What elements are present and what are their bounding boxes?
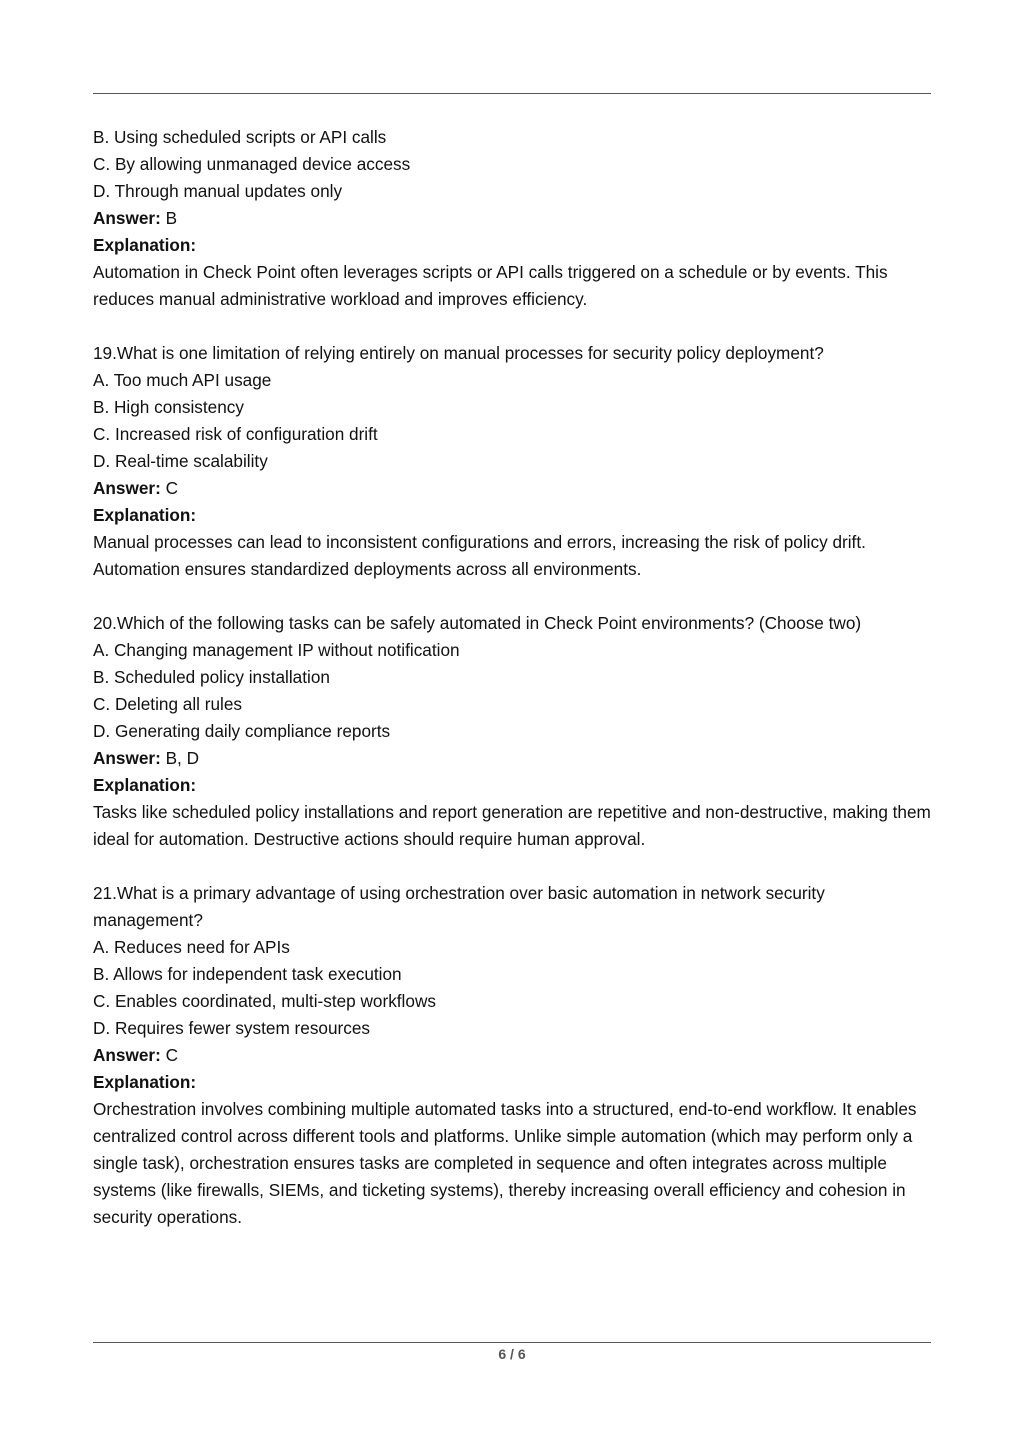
- option-b: B. Scheduled policy installation: [93, 667, 330, 687]
- question-19: [93, 340, 933, 583]
- document-body: [93, 124, 933, 1258]
- answer-value: C: [160, 478, 178, 498]
- explanation-label: Explanation:: [93, 235, 197, 255]
- answer-label: Answer:: [93, 1045, 161, 1065]
- question-20: [93, 610, 933, 853]
- answer-line: [93, 1042, 933, 1069]
- option-c: C. Deleting all rules: [93, 694, 243, 714]
- option-d: D. Through manual updates only: [93, 181, 343, 201]
- explanation-label: Explanation:: [93, 775, 197, 795]
- explanation-label: Explanation:: [93, 505, 197, 525]
- answer-value: C: [160, 1045, 178, 1065]
- header-rule: [93, 93, 931, 94]
- option-d: D. Real-time scalability: [93, 451, 268, 471]
- footer-rule: [93, 1342, 931, 1343]
- option-b: B. Using scheduled scripts or API calls: [93, 127, 387, 147]
- explanation-text: Automation in Check Point often leverages scripts or API calls triggered on a schedule or by events. This reduces manual administrative workload and improves efficiency.: [93, 262, 888, 309]
- answer-value: B: [160, 208, 178, 228]
- option-d: D. Requires fewer system resources: [93, 1018, 370, 1038]
- answer-line: [93, 745, 933, 772]
- option-a: A. Changing management IP without notification: [93, 640, 460, 660]
- option-a: A. Reduces need for APIs: [93, 937, 290, 957]
- explanation-text: Tasks like scheduled policy installations and report generation are repetitive and non-destructive, making them ideal for automation. Destructive actions should require human approval.: [93, 802, 931, 849]
- option-b: B. High consistency: [93, 397, 244, 417]
- explanation-label: Explanation:: [93, 1072, 197, 1092]
- answer-line: [93, 205, 933, 232]
- question-21: [93, 880, 933, 1231]
- question-text: 19.What is one limitation of relying entirely on manual processes for security policy deployment?: [93, 343, 824, 363]
- question-text: 20.Which of the following tasks can be safely automated in Check Point environments? (Choose two): [93, 613, 862, 633]
- explanation-text: Orchestration involves combining multiple automated tasks into a structured, end-to-end workflow. It enables centralized control across different tools and platforms. Unlike simple automation (which may perform only a single task), orchestration ensures tasks are completed in sequence and often integrates across multiple systems (like firewalls, SIEMs, and ticketing systems), thereby increasing overall efficiency and cohesion in security operations.: [93, 1099, 917, 1227]
- explanation-text: Manual processes can lead to inconsistent configurations and errors, increasing the risk of policy drift. Automation ensures standardized deployments across all environments.: [93, 532, 866, 579]
- answer-value: B, D: [160, 748, 200, 768]
- question-text: 21.What is a primary advantage of using orchestration over basic automation in network security management?: [93, 883, 825, 930]
- option-b: B. Allows for independent task execution: [93, 964, 402, 984]
- option-c: C. Enables coordinated, multi-step workflows: [93, 991, 436, 1011]
- option-a: A. Too much API usage: [93, 370, 272, 390]
- answer-line: [93, 475, 933, 502]
- page-number: 6 / 6: [498, 1346, 526, 1362]
- option-c: C. By allowing unmanaged device access: [93, 154, 411, 174]
- answer-label: Answer:: [93, 748, 161, 768]
- answer-label: Answer:: [93, 478, 161, 498]
- option-d: D. Generating daily compliance reports: [93, 721, 391, 741]
- answer-label: Answer:: [93, 208, 161, 228]
- question-18-continued: [93, 124, 933, 313]
- option-c: C. Increased risk of configuration drift: [93, 424, 378, 444]
